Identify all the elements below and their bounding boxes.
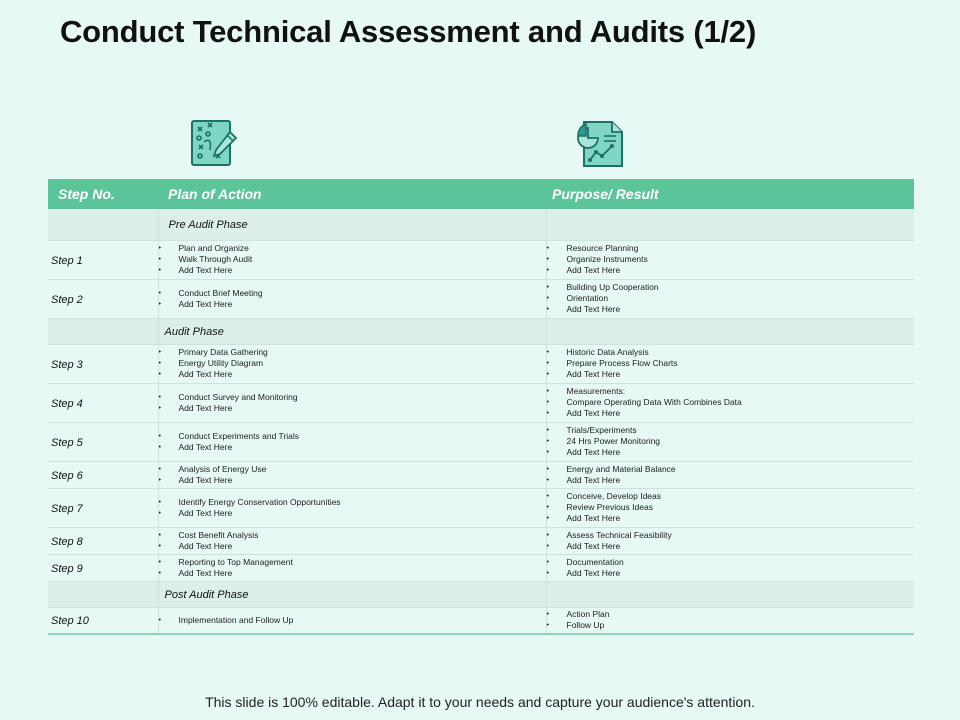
- result-cell: [546, 607, 914, 634]
- phase-label: Post Audit Phase: [164, 589, 249, 601]
- slide-title: Conduct Technical Assessment and Audits (1/2): [60, 14, 757, 49]
- phase-cell: [158, 581, 546, 607]
- step-label: Step 8: [51, 535, 83, 548]
- plan-list: [159, 288, 546, 310]
- result-list: [547, 347, 915, 380]
- result-list: [547, 282, 915, 315]
- phase-empty-cell: [48, 581, 158, 607]
- list-item: • Documentation: [567, 557, 915, 568]
- list-item: • Building Up Cooperation: [567, 282, 915, 293]
- plan-cell: [158, 344, 546, 383]
- result-list: [547, 386, 915, 419]
- list-item: • Conduct Survey and Monitoring: [179, 392, 546, 403]
- list-item: • Energy Utility Diagram: [179, 358, 546, 369]
- plan-list: [159, 464, 546, 486]
- table-row: [48, 344, 914, 383]
- result-list: [547, 609, 915, 631]
- step-label: Step 9: [51, 562, 83, 575]
- phase-row: [48, 581, 914, 607]
- list-item: • Conceive, Develop Ideas: [567, 491, 915, 502]
- result-list: [547, 464, 915, 486]
- list-item: • Implementation and Follow Up: [179, 615, 546, 626]
- list-item: • Add Text Here: [179, 568, 546, 579]
- table-row: [48, 607, 914, 634]
- phase-cell: [158, 318, 546, 344]
- phase-empty-cell: [546, 581, 914, 607]
- step-cell: [48, 554, 158, 581]
- phase-row: [48, 209, 914, 240]
- result-cell: [546, 240, 914, 279]
- list-item: • Add Text Here: [179, 403, 546, 414]
- step-cell: [48, 488, 158, 527]
- plan-list: [159, 497, 546, 519]
- list-item: • Add Text Here: [567, 447, 915, 458]
- list-item: • 24 Hrs Power Monitoring: [567, 436, 915, 447]
- list-item: • Action Plan: [567, 609, 915, 620]
- list-item: • Conduct Brief Meeting: [179, 288, 546, 299]
- list-item: • Add Text Here: [567, 541, 915, 552]
- plan-list: [159, 615, 546, 626]
- list-item: • Cost Benefit Analysis: [179, 530, 546, 541]
- step-cell: [48, 422, 158, 461]
- plan-cell: [158, 527, 546, 554]
- plan-list: [159, 392, 546, 414]
- plan-cell: [158, 607, 546, 634]
- list-item: • Primary Data Gathering: [179, 347, 546, 358]
- list-item: • Add Text Here: [567, 265, 915, 276]
- header-purpose-result: Purpose/ Result: [546, 179, 914, 209]
- list-item: • Organize Instruments: [567, 254, 915, 265]
- table-row: [48, 383, 914, 422]
- phase-empty-cell: [48, 318, 158, 344]
- plan-cell: [158, 461, 546, 488]
- plan-strategy-icon: [190, 118, 240, 170]
- step-cell: [48, 279, 158, 318]
- list-item: • Trials/Experiments: [567, 425, 915, 436]
- step-label: Step 5: [51, 436, 83, 449]
- list-item: • Add Text Here: [567, 304, 915, 315]
- list-item: • Identify Energy Conservation Opportunities: [179, 497, 546, 508]
- report-chart-icon: [576, 118, 626, 170]
- list-item: • Add Text Here: [567, 475, 915, 486]
- list-item: • Reporting to Top Management: [179, 557, 546, 568]
- step-cell: [48, 240, 158, 279]
- footer-note: This slide is 100% editable. Adapt it to your needs and capture your audience's attention.: [205, 694, 755, 710]
- step-label: Step 3: [51, 358, 83, 371]
- list-item: • Add Text Here: [179, 541, 546, 552]
- list-item: • Add Text Here: [179, 475, 546, 486]
- list-item: • Assess Technical Feasibility: [567, 530, 915, 541]
- result-cell: [546, 422, 914, 461]
- result-list: [547, 557, 915, 579]
- list-item: • Add Text Here: [567, 568, 915, 579]
- plan-cell: [158, 240, 546, 279]
- result-cell: [546, 488, 914, 527]
- step-label: Step 7: [51, 502, 83, 515]
- table-row: [48, 279, 914, 318]
- list-item: • Prepare Process Flow Charts: [567, 358, 915, 369]
- step-cell: [48, 383, 158, 422]
- phase-label: Pre Audit Phase: [168, 219, 248, 232]
- list-item: • Add Text Here: [179, 508, 546, 519]
- step-cell: [48, 344, 158, 383]
- step-label: Step 4: [51, 397, 83, 410]
- plan-list: [159, 557, 546, 579]
- phase-label: Audit Phase: [164, 326, 224, 338]
- plan-cell: [158, 488, 546, 527]
- step-label: Step 6: [51, 469, 83, 482]
- plan-cell: [158, 422, 546, 461]
- table-row: [48, 240, 914, 279]
- step-label: Step 10: [51, 615, 89, 628]
- plan-list: [159, 347, 546, 380]
- result-cell: [546, 461, 914, 488]
- step-label: Step 2: [51, 293, 83, 306]
- list-item: • Add Text Here: [567, 513, 915, 524]
- list-item: • Measurements:: [567, 386, 915, 397]
- list-item: • Compare Operating Data With Combines Data: [567, 397, 915, 408]
- step-label: Step 1: [51, 254, 83, 267]
- list-item: • Walk Through Audit: [179, 254, 546, 265]
- table-header-row: [48, 179, 914, 209]
- header-plan-of-action: Plan of Action: [158, 179, 546, 209]
- result-list: [547, 530, 915, 552]
- phase-row: [48, 318, 914, 344]
- list-item: • Conduct Experiments and Trials: [179, 431, 546, 442]
- audit-steps-table: [48, 179, 914, 635]
- phase-empty-cell: [546, 209, 914, 240]
- result-list: [547, 491, 915, 524]
- list-item: • Add Text Here: [179, 299, 546, 310]
- list-item: • Historic Data Analysis: [567, 347, 915, 358]
- phase-cell: [158, 209, 546, 240]
- list-item: • Resource Planning: [567, 243, 915, 254]
- plan-list: [159, 243, 546, 276]
- phase-empty-cell: [546, 318, 914, 344]
- table-row: [48, 461, 914, 488]
- list-item: • Add Text Here: [179, 265, 546, 276]
- result-cell: [546, 554, 914, 581]
- list-item: • Add Text Here: [567, 408, 915, 419]
- result-cell: [546, 383, 914, 422]
- plan-cell: [158, 383, 546, 422]
- plan-cell: [158, 279, 546, 318]
- list-item: • Add Text Here: [179, 442, 546, 453]
- list-item: • Add Text Here: [567, 369, 915, 380]
- table-row: [48, 422, 914, 461]
- table-row: [48, 488, 914, 527]
- result-list: [547, 243, 915, 276]
- list-item: • Plan and Organize: [179, 243, 546, 254]
- phase-empty-cell: [48, 209, 158, 240]
- list-item: • Add Text Here: [179, 369, 546, 380]
- list-item: • Follow Up: [567, 620, 915, 631]
- plan-list: [159, 530, 546, 552]
- table-row: [48, 527, 914, 554]
- result-list: [547, 425, 915, 458]
- result-cell: [546, 344, 914, 383]
- list-item: • Energy and Material Balance: [567, 464, 915, 475]
- header-step-no: Step No.: [48, 179, 158, 209]
- table-row: [48, 554, 914, 581]
- step-cell: [48, 527, 158, 554]
- list-item: • Analysis of Energy Use: [179, 464, 546, 475]
- plan-list: [159, 431, 546, 453]
- plan-cell: [158, 554, 546, 581]
- step-cell: [48, 461, 158, 488]
- result-cell: [546, 279, 914, 318]
- result-cell: [546, 527, 914, 554]
- step-cell: [48, 607, 158, 634]
- list-item: • Review Previous Ideas: [567, 502, 915, 513]
- list-item: • Orientation: [567, 293, 915, 304]
